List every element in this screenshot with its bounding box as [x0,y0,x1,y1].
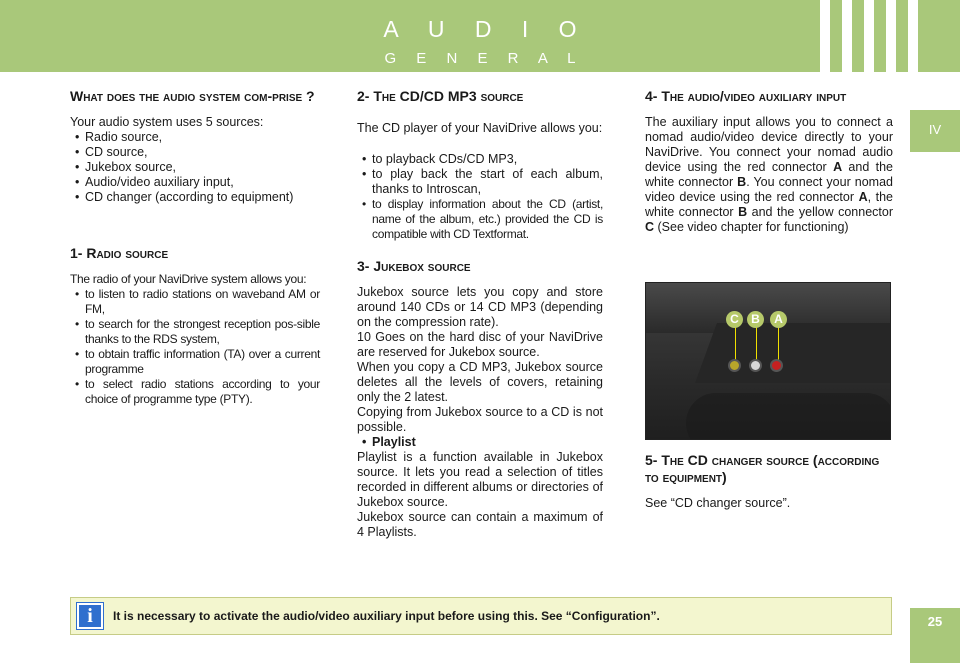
red-connector [770,359,783,372]
list-item: • to display information about the CD (artist, name of the album, etc.) provided the CD is compatible with CD Textformat. [357,197,603,242]
column-left [70,88,320,407]
info-note [70,597,892,635]
list-item: • to obtain traffic information (TA) over a current programme [70,347,320,377]
list-item: • CD changer (according to equipment) [70,190,320,205]
playlist-label: • Playlist [357,435,603,450]
aux-description: The auxiliary input allows you to connect a nomad audio/video device directly to your NaviDrive. You connect your nomad audio device using the red connector A and the white connector B. You connect your nomad video device using the red connector A, the white connector B and the yellow connector C (See video chapter for functioning) [645,115,894,234]
connector-photo [645,282,891,440]
heading-radio-source: 1- Radio source [70,245,169,261]
info-text: It is necessary to activate the audio/video auxiliary input before using this. See “Configuration”. [113,609,660,623]
yellow-connector [728,359,741,372]
page-title: A U D I O [383,16,589,42]
page-subtitle: G E N E R A L [384,50,584,67]
section-tab [910,110,960,152]
label-b: B [747,311,764,328]
label-a: A [770,311,787,328]
label-c: C [726,311,743,328]
section-number: IV [928,122,942,137]
heading-cd-changer: 5- The CD changer source (according to equipment) [645,452,880,485]
sources-list [70,130,320,205]
list-item: • to play back the start of each album, thanks to Introscan, [357,167,603,197]
list-item: • to select radio stations according to your choice of programme type (PTY). [70,377,320,407]
photo-bevel [695,323,891,383]
cd-intro: The CD player of your NaviDrive allows you: [357,121,603,135]
heading-what-does-system-comprise: What does the audio system com-prise ? [70,88,315,104]
list-item: • CD source, [70,145,320,160]
jukebox-p3: When you copy a CD MP3, Jukebox source deletes all the levels of covers, retaining only the 2 latest. [357,360,603,404]
jukebox-p6: Jukebox source can contain a maximum of 4 Playlists. [357,510,603,539]
page-tab [910,608,960,663]
page-number: 25 [927,614,943,629]
list-item: • to listen to radio stations on waveband AM or FM, [70,287,320,317]
cd-list [357,152,603,242]
cd-changer-see: See “CD changer source”. [645,496,791,510]
list-item: • Radio source, [70,130,320,145]
radio-list [70,287,320,407]
heading-jukebox-source: 3- Jukebox source [357,258,471,274]
heading-aux-input: 4- The audio/video auxiliary input [645,88,847,104]
sources-intro: Your audio system uses 5 sources: [70,115,264,129]
list-item: • to playback CDs/CD MP3, [357,152,603,167]
playlist-list [357,435,603,450]
radio-intro: The radio of your NaviDrive system allows you: [70,272,307,286]
white-connector [749,359,762,372]
info-icon: i [77,603,103,629]
header-band [0,0,960,72]
column-right-lower [645,452,893,511]
jukebox-p1: Jukebox source lets you copy and store around 140 CDs or 14 CD MP3 (depending on the compression rate). [357,285,603,329]
jukebox-p2: 10 Goes on the hard disc of your NaviDrive are reserved for Jukebox source. [357,330,603,359]
jukebox-p5: Playlist is a function available in Jukebox source. It lets you read a selection of titles recorded in different albums or directories of Jukebox source. [357,450,603,509]
list-item: • Jukebox source, [70,160,320,175]
list-item: • to search for the strongest reception pos-sible thanks to the RDS system, [70,317,320,347]
heading-cd-source: 2- The CD/CD MP3 source [357,88,524,104]
column-middle [357,88,603,540]
photo-shadow [686,393,891,440]
list-item: • Audio/video auxiliary input, [70,175,320,190]
decorative-stripes [820,0,940,72]
column-right [645,88,893,235]
jukebox-p4: Copying from Jukebox source to a CD is not possible. [357,405,603,434]
